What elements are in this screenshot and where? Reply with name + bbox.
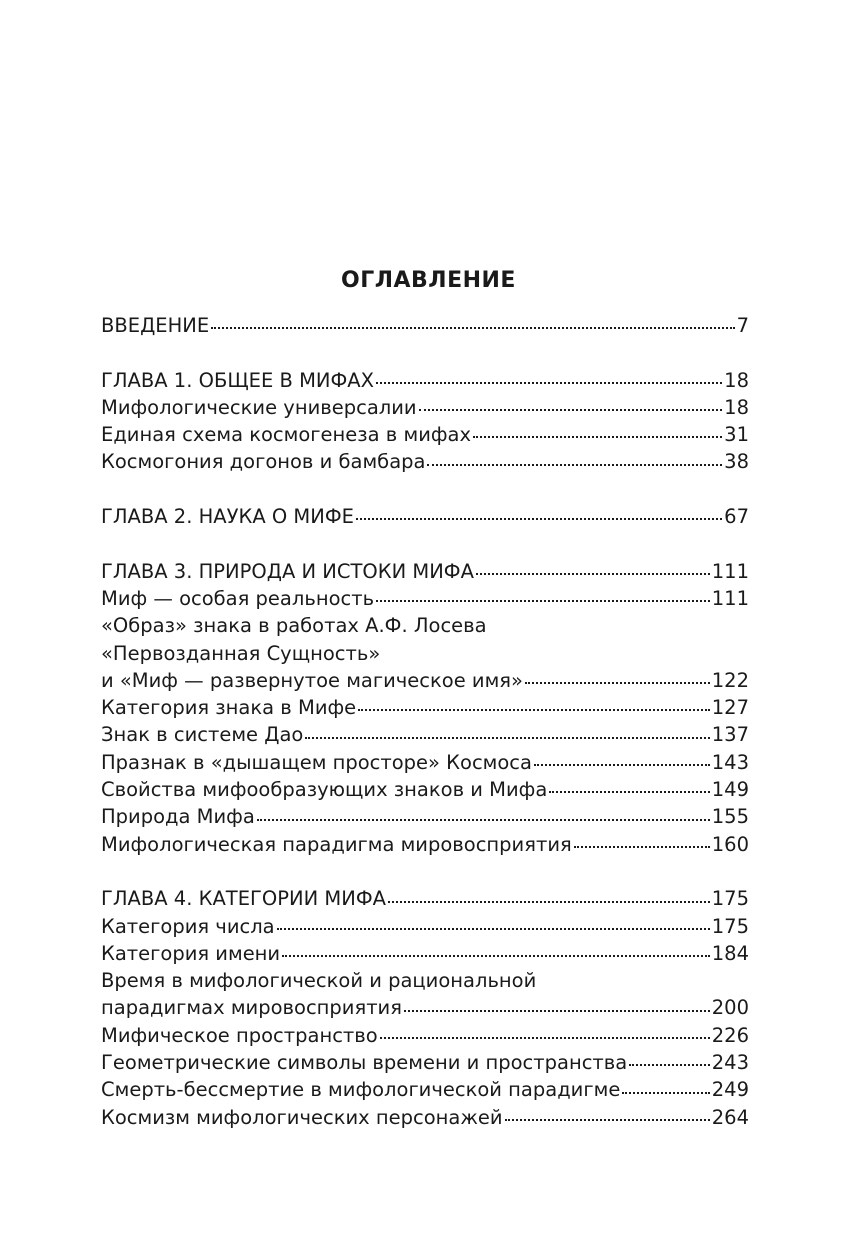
toc-entry-page-number: 111 <box>711 559 749 583</box>
table-of-contents <box>101 312 749 1131</box>
dot-leader <box>404 1010 710 1012</box>
toc-title: ОГЛАВЛЕНИЕ <box>341 268 516 293</box>
toc-entry-title: ВВЕДЕНИЕ <box>101 314 210 337</box>
dot-leader <box>525 682 710 684</box>
toc-entry-title: ГЛАВА 1. ОБЩЕЕ В МИФАХ <box>101 368 374 392</box>
toc-entry-title: Единая схема космогенеза в мифах <box>101 423 472 447</box>
toc-spacer <box>101 476 749 503</box>
toc-entry[interactable] <box>101 831 749 858</box>
toc-entry[interactable] <box>101 503 749 530</box>
toc-entry[interactable] <box>101 1049 749 1076</box>
toc-entry-page-number: 137 <box>711 723 749 747</box>
toc-entry-page-number: 18 <box>724 368 749 392</box>
toc-entry-title: Смерть-бессмертие в мифологической парадигме <box>101 1078 621 1102</box>
toc-entry[interactable] <box>101 1076 749 1103</box>
toc-entry-title: Космогония догонов и бамбара <box>101 450 426 474</box>
toc-entry[interactable] <box>101 612 749 639</box>
dot-leader <box>574 846 710 848</box>
toc-spacer <box>101 530 749 557</box>
toc-entry-title: парадигмах мировосприятия <box>101 996 402 1020</box>
toc-entry-title: Время в мифологической и рациональной <box>101 969 537 993</box>
toc-entry[interactable] <box>101 585 749 612</box>
toc-entry-title: «Образ» знака в работах А.Ф. Лосева <box>101 614 487 638</box>
dot-leader <box>356 518 722 520</box>
dot-leader <box>427 464 722 466</box>
toc-entry[interactable] <box>101 913 749 940</box>
toc-entry[interactable] <box>101 448 749 475</box>
toc-entry-page-number: 38 <box>724 450 749 474</box>
toc-entry-title: Миф — особая реальность <box>101 586 375 610</box>
toc-entry[interactable] <box>101 776 749 803</box>
toc-entry-title: ГЛАВА 3. ПРИРОДА И ИСТОКИ МИФА <box>101 559 474 583</box>
toc-entry-title: Мифическое пространство <box>101 1023 378 1047</box>
dot-leader <box>282 955 710 957</box>
toc-entry[interactable] <box>101 312 749 339</box>
dot-leader <box>305 737 709 739</box>
dot-leader <box>376 600 710 602</box>
dot-leader <box>629 1064 710 1066</box>
toc-spacer <box>101 858 749 885</box>
toc-entry-page-number: 200 <box>711 996 749 1020</box>
toc-entry-title: Мифологическая парадигма мировосприятия <box>101 832 572 856</box>
toc-entry-title: Геометрические символы времени и пространства <box>101 1051 628 1075</box>
toc-entry[interactable] <box>101 803 749 830</box>
dot-leader <box>505 1119 710 1121</box>
toc-entry-title: «Первозданная Сущность» <box>101 641 381 665</box>
toc-entry-title: и «Миф — развернутое магическое имя» <box>101 668 523 692</box>
toc-entry-title: Знак в системе Дао <box>101 723 304 747</box>
toc-entry-page-number: 111 <box>711 586 749 610</box>
toc-entry-page-number: 67 <box>724 505 749 529</box>
toc-entry-title: Природа Мифа <box>101 805 255 829</box>
toc-entry[interactable] <box>101 1104 749 1131</box>
toc-entry[interactable] <box>101 694 749 721</box>
toc-entry[interactable] <box>101 967 749 994</box>
toc-spacer <box>101 339 749 366</box>
toc-entry-page-number: 243 <box>711 1051 749 1075</box>
toc-entry-title: ГЛАВА 4. КАТЕГОРИИ МИФА <box>101 887 386 911</box>
dot-leader <box>476 573 710 575</box>
toc-entry[interactable] <box>101 885 749 912</box>
toc-entry-title: Категория числа <box>101 914 275 938</box>
dot-leader <box>257 819 710 821</box>
toc-entry-title: ГЛАВА 2. НАУКА О МИФЕ <box>101 505 354 529</box>
toc-entry-page-number: 184 <box>711 941 749 965</box>
toc-entry-page-number: 7 <box>736 314 749 337</box>
toc-entry-title: Космизм мифологических персонажей <box>101 1105 503 1129</box>
dot-leader <box>622 1092 709 1094</box>
dot-leader <box>473 436 722 438</box>
toc-entry-page-number: 160 <box>711 832 749 856</box>
toc-entry-page-number: 122 <box>711 668 749 692</box>
dot-leader <box>534 764 710 766</box>
toc-entry-title: Свойства мифообразующих знаков и Мифа <box>101 778 548 802</box>
toc-entry-page-number: 18 <box>724 395 749 419</box>
toc-entry-page-number: 31 <box>724 423 749 447</box>
dot-leader <box>211 327 734 329</box>
toc-entry-page-number: 175 <box>711 914 749 938</box>
dot-leader <box>358 709 710 711</box>
dot-leader <box>419 409 723 411</box>
toc-entry[interactable] <box>101 749 749 776</box>
dot-leader <box>277 928 710 930</box>
toc-entry-page-number: 249 <box>711 1078 749 1102</box>
toc-entry[interactable] <box>101 994 749 1021</box>
toc-entry-page-number: 143 <box>711 750 749 774</box>
toc-entry-page-number: 226 <box>711 1023 749 1047</box>
toc-entry[interactable] <box>101 367 749 394</box>
dot-leader <box>376 382 722 384</box>
toc-entry[interactable] <box>101 421 749 448</box>
toc-entry-title: Категория знака в Мифе <box>101 696 357 720</box>
toc-entry-title: Мифологические универсалии <box>101 395 417 419</box>
toc-entry-page-number: 155 <box>711 805 749 829</box>
toc-entry[interactable] <box>101 394 749 421</box>
toc-entry[interactable] <box>101 940 749 967</box>
toc-entry-title: Категория имени <box>101 941 281 965</box>
dot-leader <box>549 791 710 793</box>
toc-entry[interactable] <box>101 721 749 748</box>
dot-leader <box>380 1037 710 1039</box>
toc-entry-page-number: 149 <box>711 778 749 802</box>
toc-entry[interactable] <box>101 1022 749 1049</box>
toc-entry[interactable] <box>101 640 749 667</box>
toc-entry[interactable] <box>101 558 749 585</box>
dot-leader <box>388 901 710 903</box>
toc-entry-page-number: 264 <box>711 1105 749 1129</box>
toc-entry-page-number: 175 <box>711 887 749 911</box>
toc-entry[interactable] <box>101 667 749 694</box>
toc-entry-title: Празнак в «дышащем просторе» Космоса <box>101 750 532 774</box>
toc-entry-page-number: 127 <box>711 696 749 720</box>
